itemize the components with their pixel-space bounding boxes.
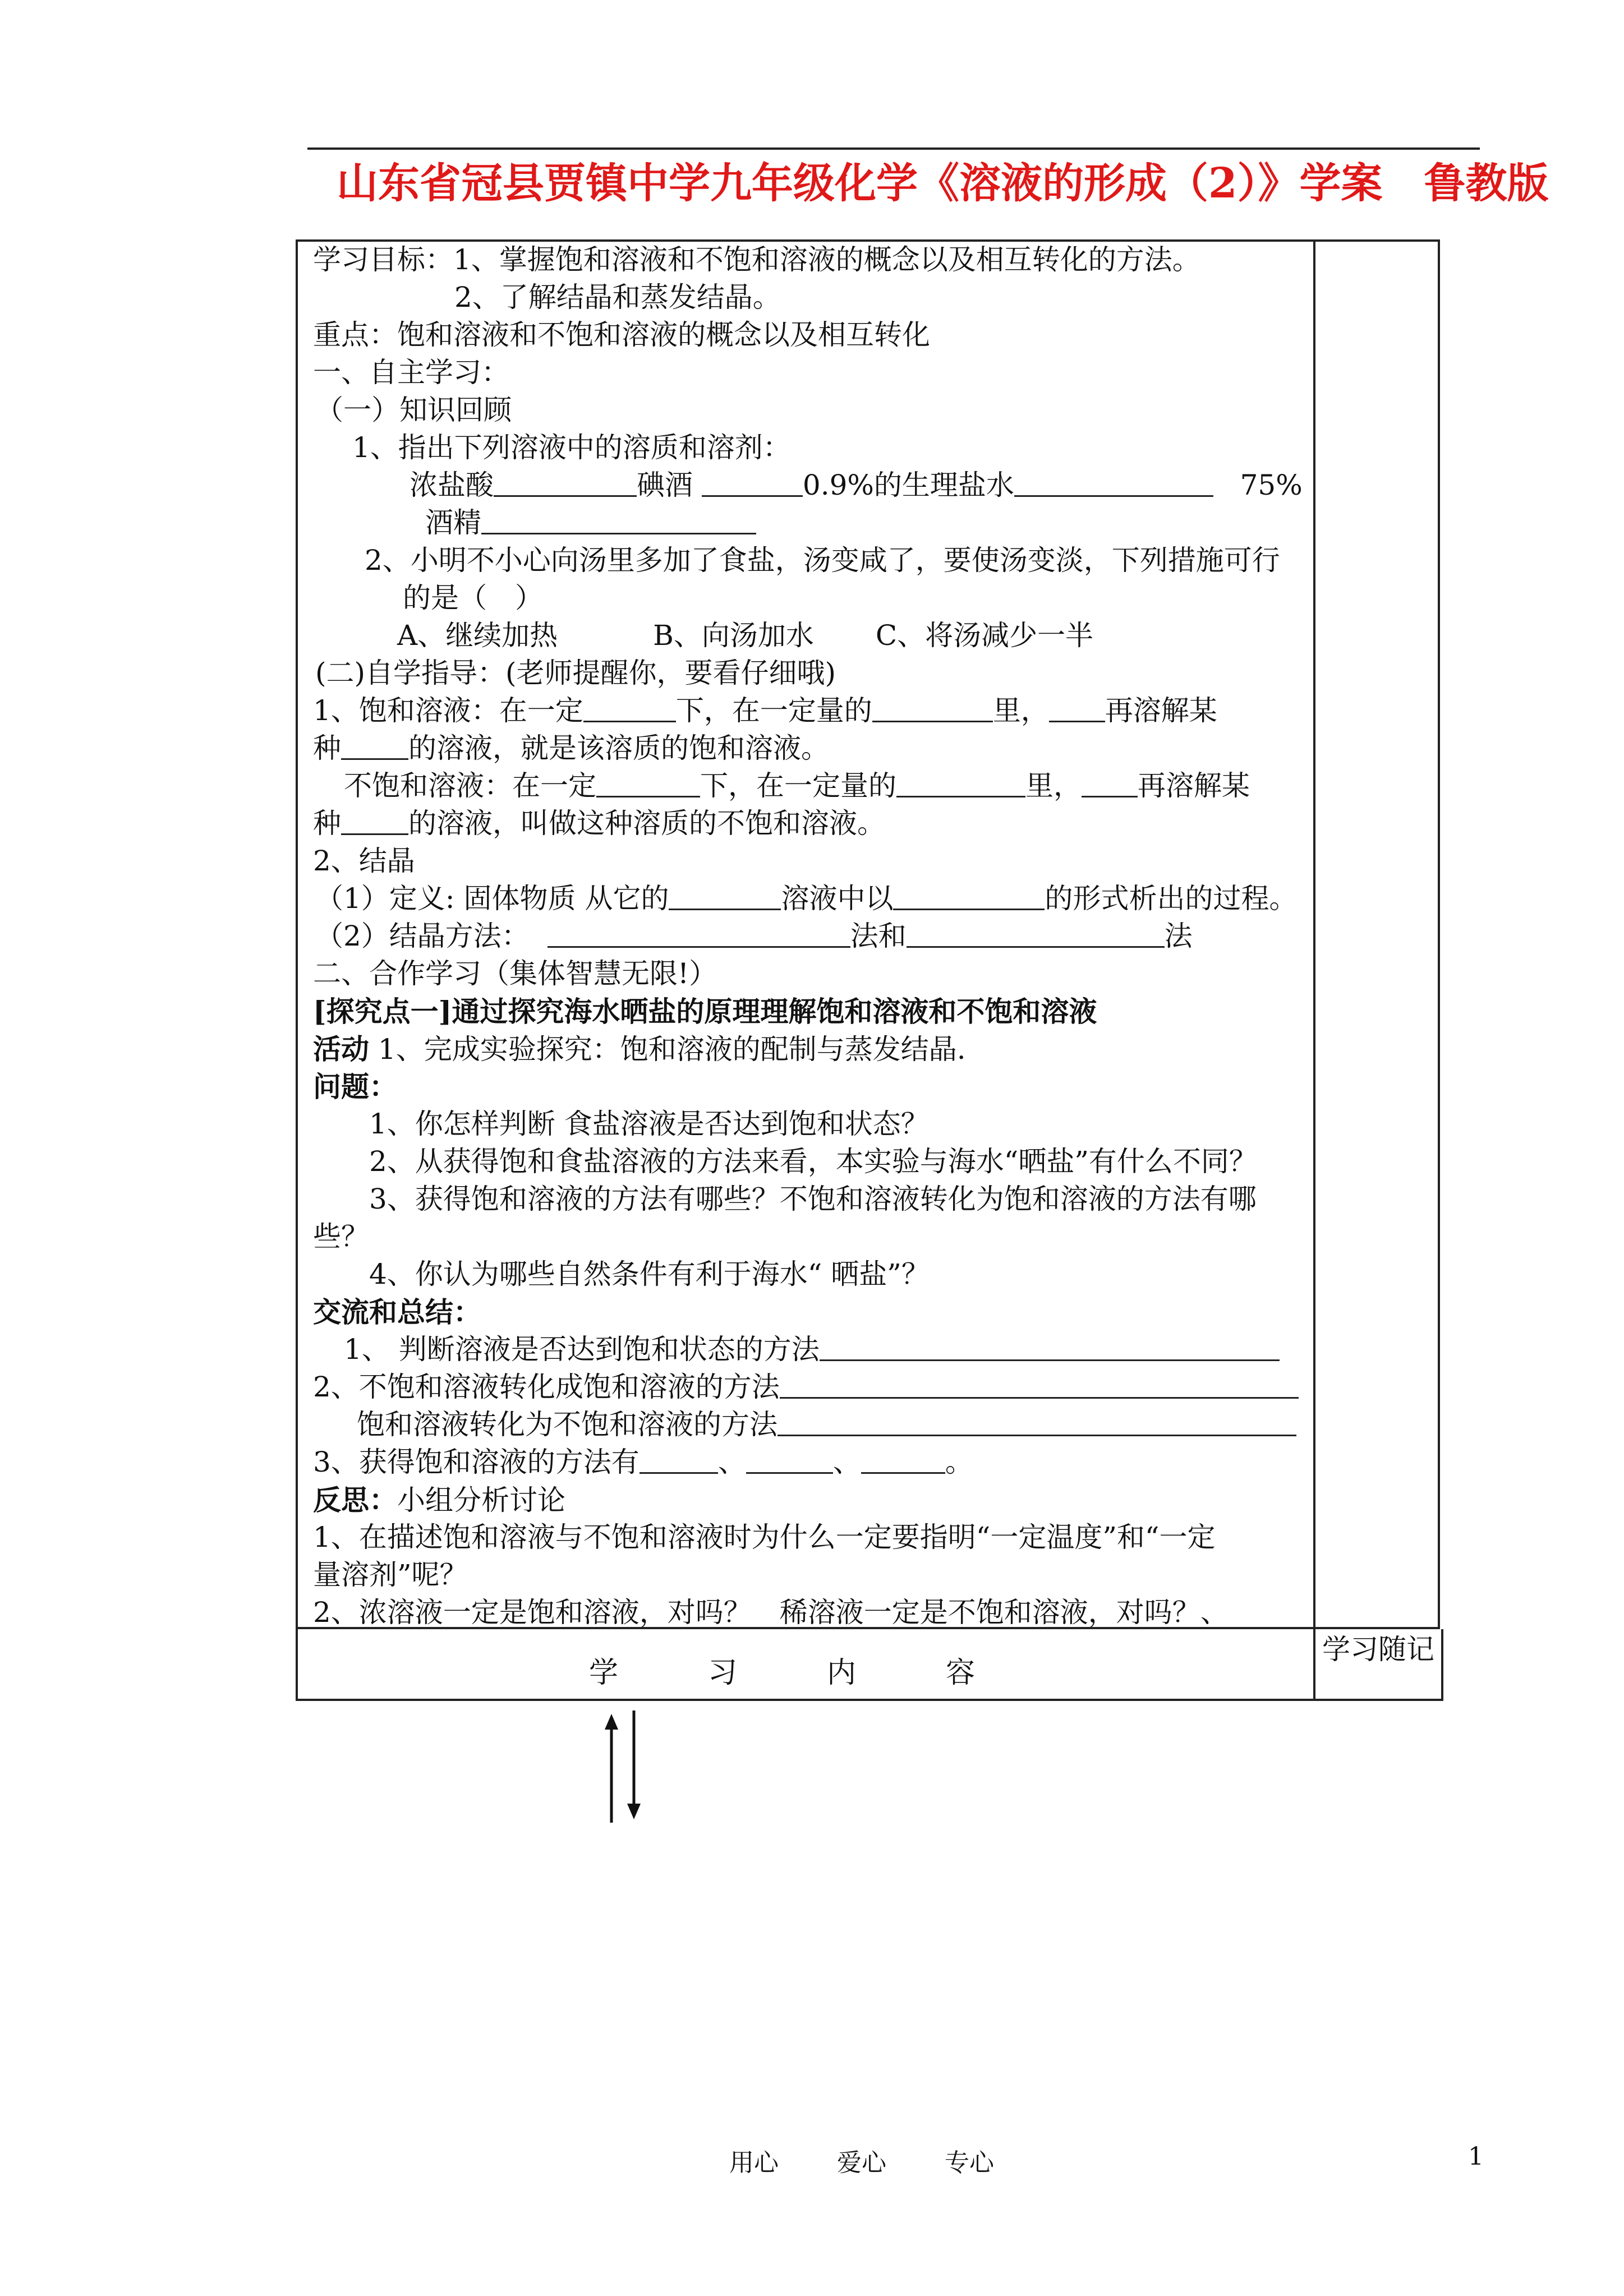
reflection-q2: 2、浓溶液一定是饱和溶液，对吗？ 稀溶液一定是不饱和溶液，对吗？、 (313, 1596, 1229, 1629)
reflection-q1: 1、在描述饱和溶液与不饱和溶液时为什么一定要指明“一定温度”和“一定 (313, 1521, 1216, 1553)
text: 3、获得饱和溶液的方法有 (313, 1446, 640, 1478)
answer-blank[interactable] (583, 694, 676, 722)
activity-1 (313, 1030, 1300, 1068)
question-c-cont: 些？ (313, 1220, 369, 1253)
header-rule (307, 147, 1480, 150)
answer-blank[interactable] (640, 1445, 718, 1474)
text: 里， (992, 694, 1049, 727)
item-label: 0.9%的生理盐水 (802, 469, 1014, 501)
up-down-arrows-icon (600, 1711, 645, 1823)
question-2: 2、小明不小心向汤里多加了食盐，汤变咸了，要使汤变淡，下列措施可行 (365, 544, 1280, 577)
study-content-label: 学习内容 (589, 1656, 1065, 1690)
answer-blank[interactable] (341, 731, 408, 760)
question-1: 1、指出下列溶液中的溶质和溶剂： (352, 431, 791, 464)
text: 种 (313, 732, 341, 764)
text: 法和 (850, 920, 907, 952)
answer-blank[interactable] (1082, 769, 1138, 797)
column-divider (1313, 239, 1315, 1629)
text: 不饱和溶液：在一定 (344, 769, 596, 802)
answer-blank[interactable] (702, 468, 803, 497)
text: 再溶解某 (1138, 769, 1250, 802)
text: 2、不饱和溶液转化成饱和溶液的方法 (313, 1371, 780, 1403)
reflection-q1-cont: 量溶剂”呢？ (313, 1559, 468, 1591)
option-b[interactable]: B、向汤加水 (653, 619, 814, 652)
unsaturated-def-2 (313, 805, 1300, 842)
question-b: 2、从获得饱和食盐溶液的方法来看，本实验与海水“晒盐”有什么不同？ (369, 1145, 1257, 1178)
text: 下，在一定量的 (675, 694, 872, 727)
crystallization-heading: 2、结晶 (313, 845, 415, 877)
document-title: 山东省冠县贾镇中学九年级化学《溶液的形成（2）》学案 鲁教版 (337, 159, 1549, 208)
answer-blank[interactable] (746, 1445, 833, 1474)
text: 、 (717, 1446, 746, 1478)
section-cooperative: 二、合作学习（集体智慧无限!） (313, 957, 717, 990)
text: 的溶液，叫做这种溶质的不饱和溶液。 (408, 807, 885, 840)
text: 种 (313, 807, 341, 840)
answer-blank[interactable] (669, 882, 781, 910)
answer-blank[interactable] (494, 468, 637, 497)
study-notes-label: 学习随记 (1322, 1633, 1434, 1666)
option-c[interactable]: C、将汤减少一半 (875, 619, 1094, 652)
item-label: 75% (1240, 469, 1303, 501)
reflection-label: 反思： (313, 1483, 397, 1516)
answer-blank[interactable] (896, 769, 1025, 797)
question-1-alcohol (313, 504, 1300, 542)
summary-2b (313, 1406, 1300, 1444)
crystallization-methods (313, 918, 1300, 955)
explore-point-1: [探究点一]通过探究海水晒盐的原理理解饱和溶液和不饱和溶液 (313, 995, 1097, 1028)
learning-goal-2: 2、了解结晶和蒸发结晶。 (454, 281, 781, 313)
question-d: 4、你认为哪些自然条件有利于海水“ 晒盐”？ (369, 1258, 930, 1290)
text: 1、饱和溶液：在一定 (313, 694, 583, 727)
item-label: 浓盐酸 (410, 469, 494, 501)
text: 法 (1164, 920, 1193, 952)
question-2-options (313, 617, 1300, 654)
section-self-study: 一、自主学习： (313, 356, 509, 389)
option-a[interactable]: A、继续加热 (397, 619, 558, 652)
answer-blank[interactable] (907, 919, 1165, 948)
question-1-items (313, 467, 1303, 504)
saturated-def-1 (313, 692, 1300, 730)
worksheet-content (313, 241, 1303, 1631)
crystallization-def (313, 880, 1300, 918)
subsection-guidance: (二)自学指导：(老师提醒你，要看仔细哦) (315, 657, 836, 689)
answer-blank[interactable] (1014, 468, 1213, 497)
answer-blank[interactable] (548, 919, 850, 948)
key-point: 重点：饱和溶液和不饱和溶液的概念以及相互转化 (313, 319, 930, 351)
text: 1、完成实验探究：饱和溶液的配制与蒸发结晶. (378, 1033, 966, 1066)
question-2-cont: 的是（ ） (403, 582, 543, 614)
answer-blank[interactable] (893, 882, 1045, 910)
answer-blank[interactable] (872, 694, 993, 722)
text: （2）结晶方法： (315, 920, 530, 952)
summary-3 (313, 1444, 1300, 1481)
answer-blank[interactable] (1049, 694, 1105, 722)
text: 的溶液，就是该溶质的饱和溶液。 (408, 732, 829, 764)
answer-blank[interactable] (341, 806, 408, 835)
reflection (313, 1481, 1300, 1519)
summary-heading: 交流和总结： (313, 1295, 481, 1329)
activity-label: 活动 (313, 1032, 369, 1066)
questions-heading: 问题： (313, 1070, 397, 1103)
summary-1 (313, 1331, 1300, 1368)
text: 、 (832, 1446, 861, 1478)
answer-blank[interactable] (481, 506, 756, 534)
subsection-review: （一）知识回顾 (315, 394, 512, 426)
text: 的形式析出的过程。 (1045, 882, 1298, 915)
answer-blank[interactable] (780, 1370, 1299, 1399)
footer-divider (1313, 1629, 1315, 1701)
text: （1）定义: 固体物质 从它的 (315, 882, 669, 915)
page-number: 1 (1468, 2142, 1484, 2171)
page-footer: 用心 爱心 专心 (729, 2149, 994, 2177)
saturated-def-2 (313, 730, 1300, 767)
question-a: 1、你怎样判断 食盐溶液是否达到饱和状态？ (369, 1108, 929, 1140)
text: 再溶解某 (1105, 694, 1217, 727)
answer-blank[interactable] (778, 1408, 1296, 1436)
item-label: 碘酒 (637, 469, 693, 501)
text: 小组分析讨论 (397, 1484, 565, 1516)
answer-blank[interactable] (596, 769, 700, 797)
learning-goal-1: 学习目标：1、掌握饱和溶液和不饱和溶液的概念以及相互转化的方法。 (313, 243, 1200, 276)
text: 饱和溶液转化为不饱和溶液的方法 (357, 1408, 778, 1441)
unsaturated-def-1 (313, 767, 1300, 805)
answer-blank[interactable] (861, 1445, 945, 1474)
text: 。 (945, 1446, 973, 1478)
text: 里， (1025, 769, 1082, 802)
text: 溶液中以 (781, 882, 894, 915)
question-c: 3、获得饱和溶液的方法有哪些？不饱和溶液转化为饱和溶液的方法有哪 (369, 1183, 1257, 1215)
summary-2 (313, 1368, 1300, 1406)
text: 下，在一定量的 (700, 769, 896, 802)
answer-blank[interactable] (820, 1333, 1280, 1361)
item-label: 酒精 (425, 506, 481, 539)
text: 1、 判断溶液是否达到饱和状态的方法 (344, 1333, 820, 1366)
